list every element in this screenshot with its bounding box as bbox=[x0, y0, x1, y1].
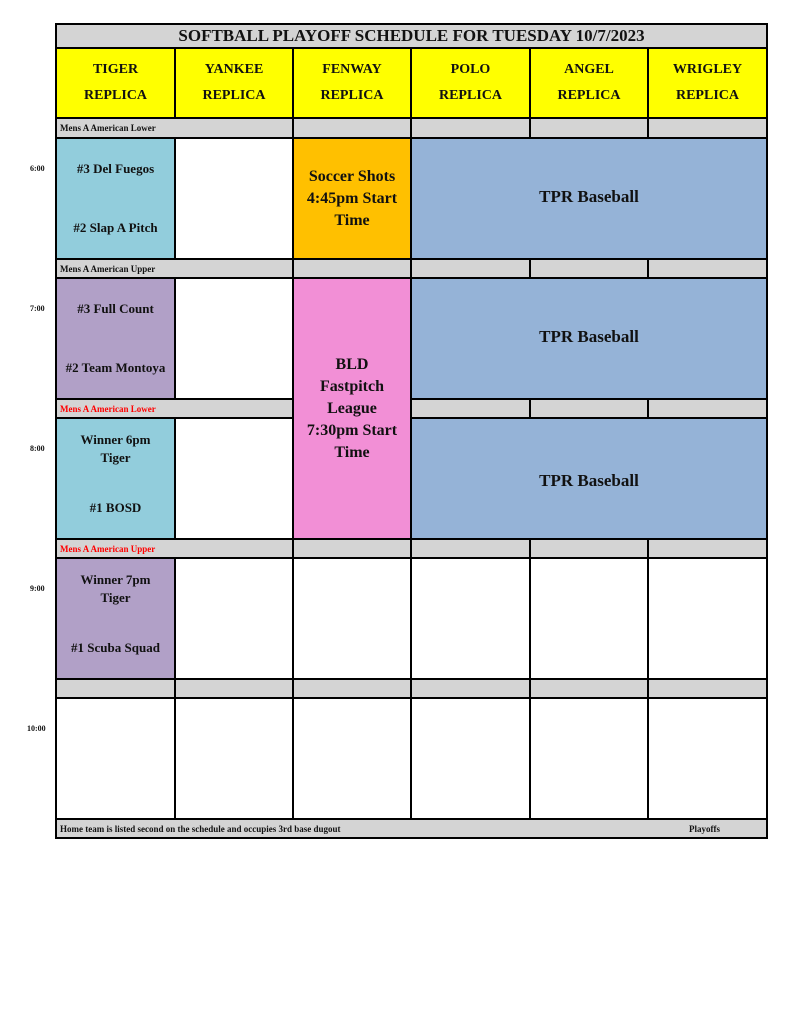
field-sub: REPLICA bbox=[557, 88, 621, 103]
grid-line bbox=[410, 697, 412, 820]
grid-line bbox=[529, 538, 531, 559]
game-cell-6pm bbox=[57, 139, 174, 258]
grid-line bbox=[647, 678, 649, 699]
grid-line bbox=[410, 258, 412, 279]
division-label: Mens A American Lower bbox=[60, 403, 156, 414]
grid-line bbox=[292, 697, 294, 820]
grid-line bbox=[55, 23, 768, 25]
grid-line bbox=[529, 117, 531, 139]
grid-line bbox=[529, 398, 531, 419]
grid-line bbox=[647, 538, 649, 559]
field-sub: REPLICA bbox=[675, 88, 739, 103]
division-label: Mens A American Upper bbox=[60, 263, 156, 274]
game-cell-7pm bbox=[57, 279, 174, 398]
grid-line bbox=[529, 557, 531, 680]
game-cell-8pm bbox=[57, 419, 174, 538]
grid-line bbox=[174, 557, 176, 680]
grid-line bbox=[292, 137, 294, 260]
grid-line bbox=[292, 277, 294, 540]
grid-line bbox=[410, 398, 768, 400]
grid-line bbox=[174, 277, 176, 400]
away-team: #3 Del Fuegos bbox=[76, 161, 155, 176]
away-team: #3 Full Count bbox=[77, 301, 154, 316]
grid-line bbox=[410, 277, 412, 540]
grid-line bbox=[647, 398, 649, 419]
grid-line bbox=[174, 697, 176, 820]
grid-line bbox=[292, 117, 294, 139]
grid-line bbox=[410, 137, 412, 260]
field-sub: REPLICA bbox=[83, 88, 147, 103]
grid-line bbox=[174, 47, 176, 119]
grid-line bbox=[647, 258, 649, 279]
page-title: SOFTBALL PLAYOFF SCHEDULE FOR TUESDAY 10/7/2023 bbox=[57, 25, 766, 47]
grid-line bbox=[174, 678, 176, 699]
home-team: #2 Team Montoya bbox=[65, 360, 166, 375]
field-header-angel bbox=[531, 49, 647, 117]
away-team: Winner 7pm Tiger bbox=[80, 572, 151, 605]
grid-line bbox=[529, 678, 531, 699]
footer-note: Home team is listed second on the schedule and occupies 3rd base dugout bbox=[60, 823, 341, 834]
time-label: 6:00 bbox=[30, 164, 45, 173]
field-header-yankee bbox=[176, 49, 292, 117]
grid-line bbox=[529, 258, 531, 279]
grid-line bbox=[174, 137, 176, 260]
grid-line bbox=[410, 538, 412, 559]
grid-line bbox=[410, 678, 412, 699]
field-sub: REPLICA bbox=[202, 88, 266, 103]
grid-line bbox=[410, 47, 412, 119]
grid-line bbox=[647, 697, 649, 820]
grid-line bbox=[647, 47, 649, 119]
grid-line bbox=[410, 117, 412, 139]
grid-line bbox=[292, 557, 294, 680]
grid-line bbox=[529, 697, 531, 820]
time-label: 7:00 bbox=[30, 304, 45, 313]
field-name: WRIGLEY bbox=[672, 62, 743, 77]
grid-line bbox=[647, 557, 649, 680]
soccer-shots-block: Soccer Shots 4:45pm Start Time bbox=[294, 139, 410, 258]
home-team: #2 Slap A Pitch bbox=[73, 220, 158, 235]
field-header-wrigley bbox=[649, 49, 766, 117]
grid-line bbox=[647, 117, 649, 139]
grid-line bbox=[292, 678, 294, 699]
home-team: #1 BOSD bbox=[89, 500, 142, 515]
home-team: #1 Scuba Squad bbox=[71, 640, 160, 655]
field-name: POLO bbox=[450, 62, 491, 77]
grid-line bbox=[292, 538, 294, 559]
field-name: ANGEL bbox=[564, 62, 614, 77]
field-name: TIGER bbox=[92, 62, 139, 77]
footer-label: Playoffs bbox=[689, 823, 720, 834]
division-label: Mens A American Upper bbox=[60, 543, 156, 554]
game-cell-9pm bbox=[57, 559, 174, 678]
field-header-polo bbox=[412, 49, 529, 117]
field-name: FENWAY bbox=[322, 62, 382, 77]
tpr-baseball-block: TPR Baseball bbox=[412, 279, 766, 398]
field-sub: REPLICA bbox=[320, 88, 384, 103]
time-label: 8:00 bbox=[30, 444, 45, 453]
grid-line bbox=[55, 23, 57, 839]
time-label: 10:00 bbox=[27, 724, 46, 733]
grid-line bbox=[174, 417, 176, 540]
field-name: YANKEE bbox=[204, 62, 264, 77]
away-team: Winner 6pm Tiger bbox=[80, 432, 151, 465]
grid-line bbox=[292, 47, 294, 119]
time-label: 9:00 bbox=[30, 584, 45, 593]
grid-line bbox=[529, 47, 531, 119]
field-sub: REPLICA bbox=[438, 88, 502, 103]
field-header-fenway bbox=[294, 49, 410, 117]
grid-line bbox=[55, 837, 768, 839]
tpr-baseball-block: TPR Baseball bbox=[412, 139, 766, 258]
bld-fastpitch-block: BLD Fastpitch League 7:30pm Start Time bbox=[294, 279, 410, 538]
field-header-tiger bbox=[57, 49, 174, 117]
grid-line bbox=[766, 23, 768, 839]
tpr-baseball-block: TPR Baseball bbox=[412, 419, 766, 538]
grid-line bbox=[410, 557, 412, 680]
grid-line bbox=[292, 258, 294, 279]
division-label: Mens A American Lower bbox=[60, 123, 156, 133]
grid-line bbox=[410, 417, 768, 419]
